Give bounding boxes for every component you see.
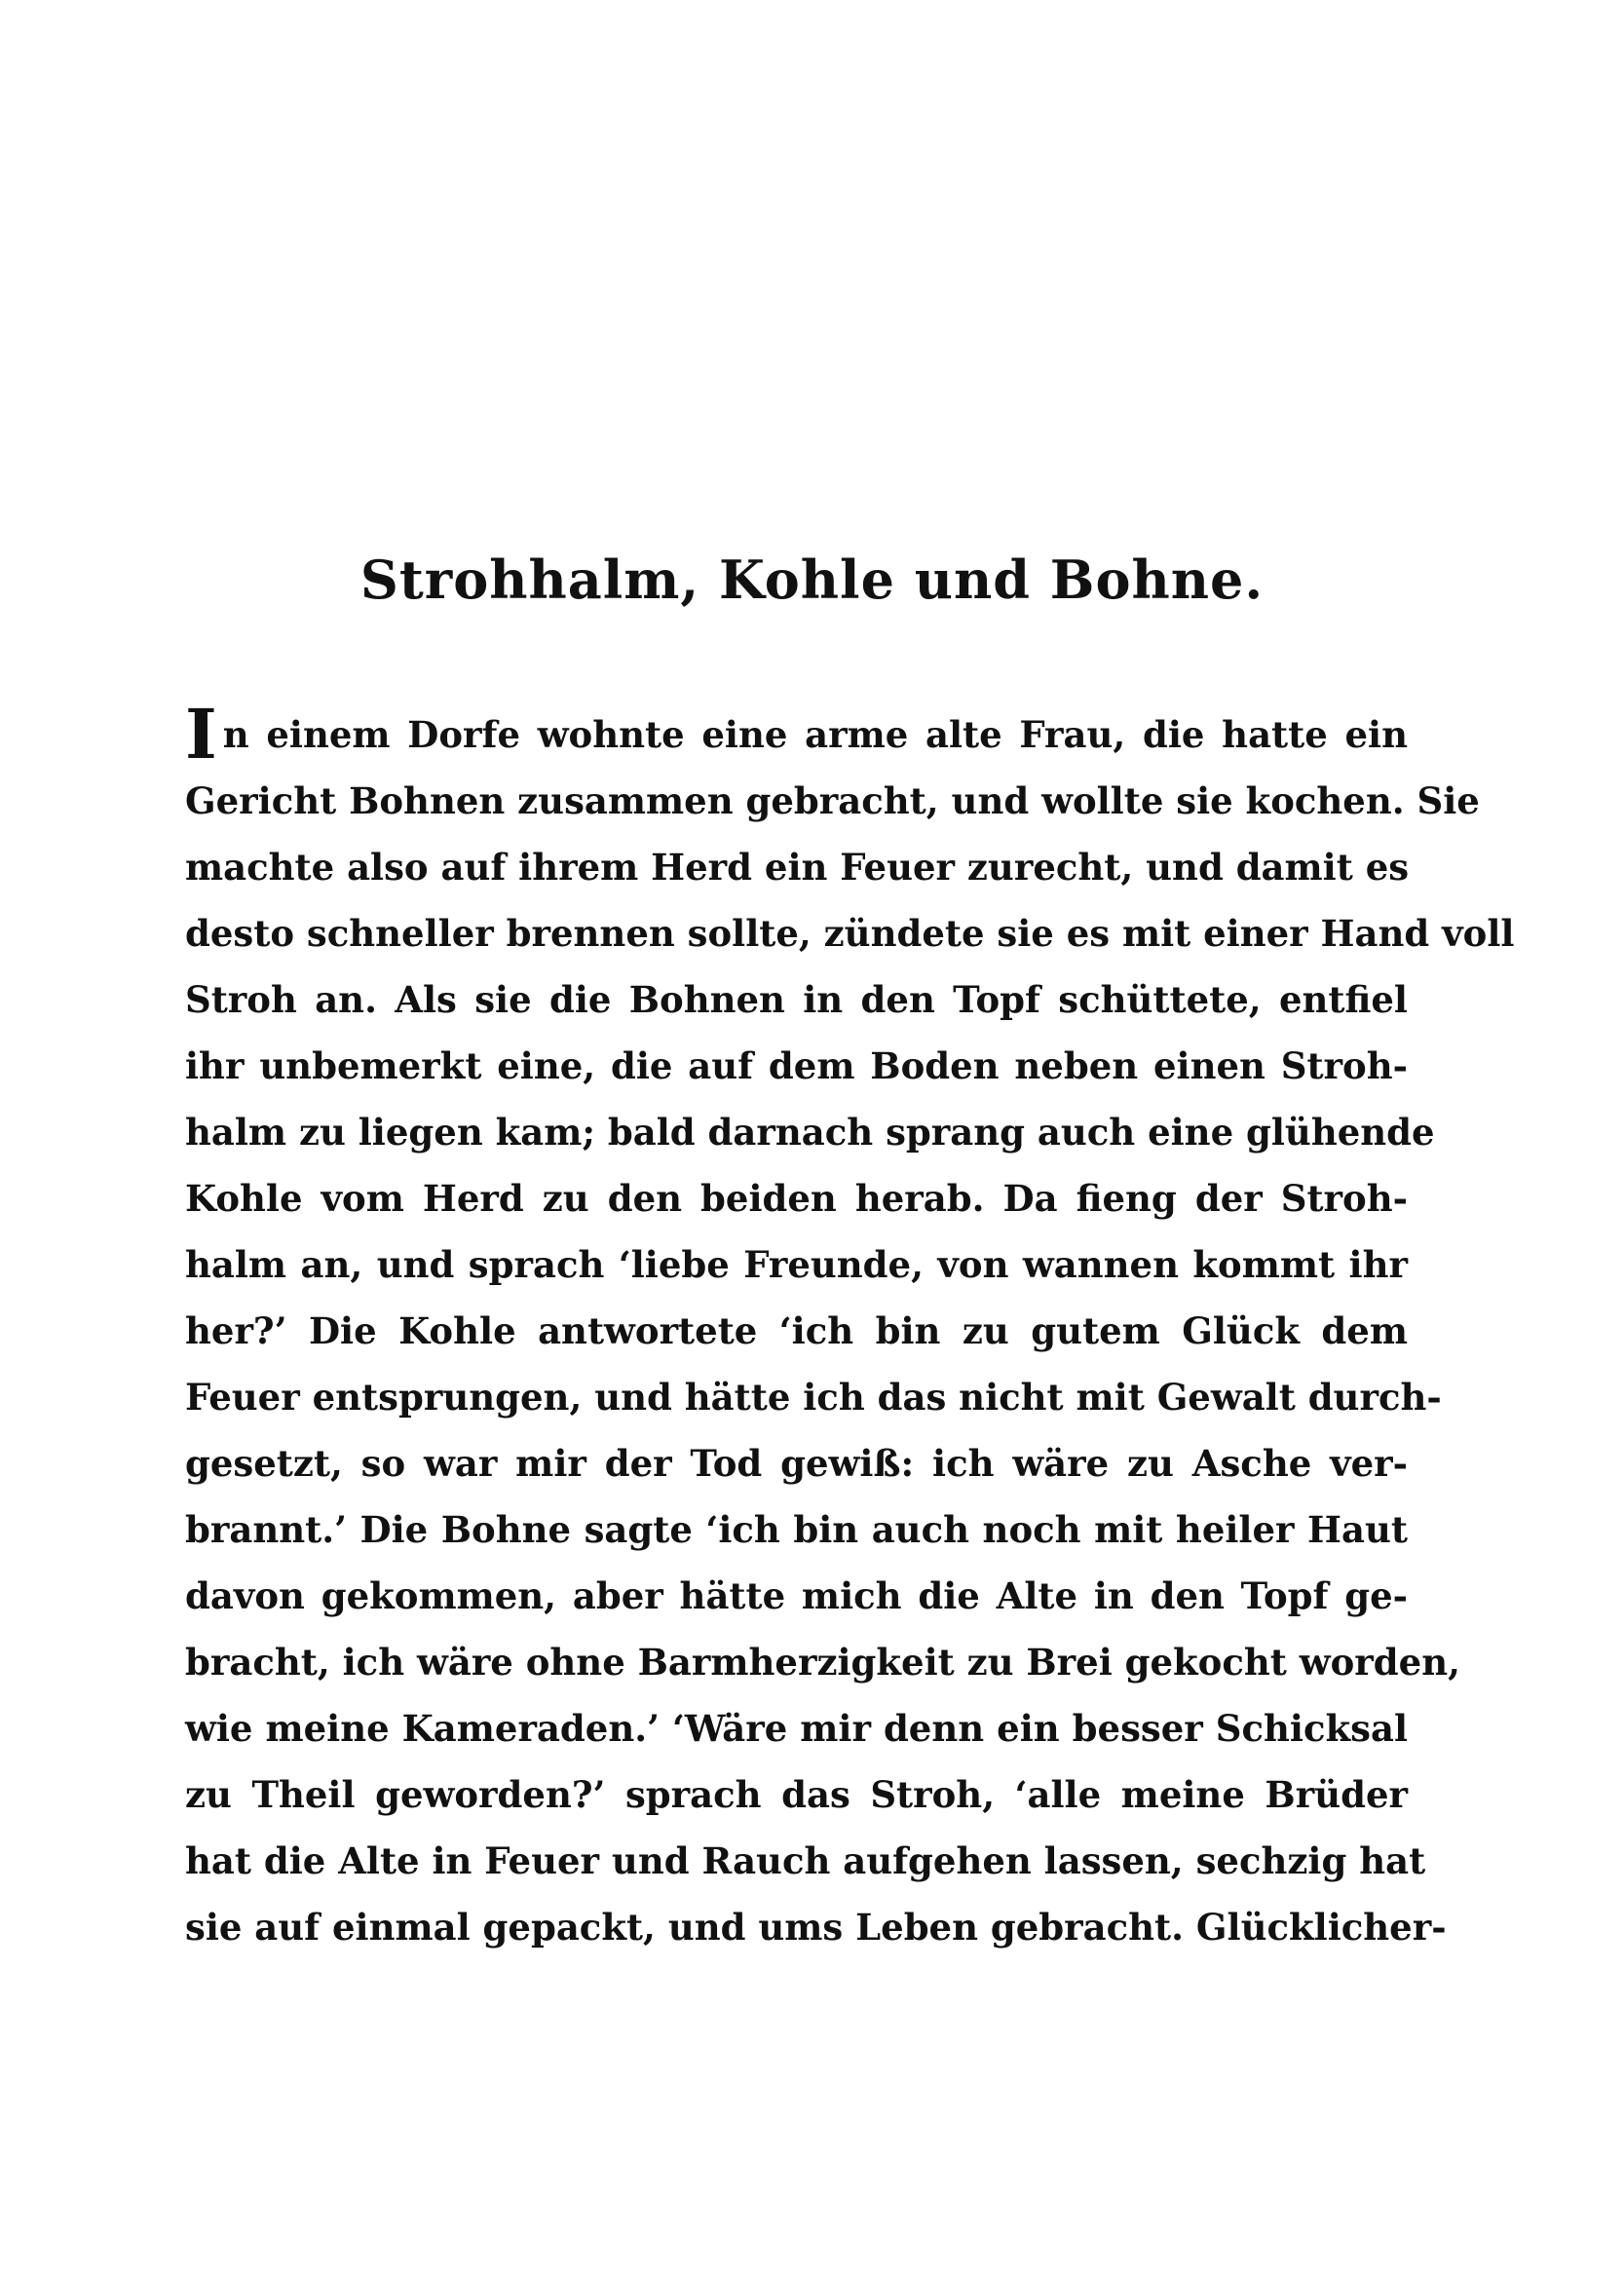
text-line: desto schneller brennen sollte, zündete sie es mit einer Hand voll: [185, 912, 1515, 955]
text-line: ihr unbemerkt eine, die auf dem Boden neben einen Stroh-: [185, 1044, 1408, 1087]
text-line-first: [185, 694, 1408, 775]
text-line: Gericht Bohnen zusammen gebracht, und wollte sie kochen. Sie: [185, 779, 1480, 822]
first-line-text: n einem Dorfe wohnte eine arme alte Frau, die hatte ein: [222, 713, 1408, 756]
text-line: davon gekommen, aber hätte mich die Alte in den Topf ge-: [185, 1574, 1408, 1617]
text-line: Kohle vom Herd zu den beiden herab. Da fieng der Stroh-: [185, 1177, 1408, 1220]
text-line: wie meine Kameraden.’ ‘Wäre mir denn ein besser Schicksal: [185, 1707, 1408, 1750]
text-line: halm zu liegen kam; bald darnach sprang auch eine glühende: [185, 1111, 1435, 1154]
text-line: halm an, und sprach ‘liebe Freunde, von wannen kommt ihr: [185, 1243, 1408, 1286]
text-line: zu Theil geworden?’ sprach das Stroh, ‘alle meine Brüder: [185, 1773, 1408, 1816]
body-text: [185, 694, 1515, 1960]
text-line: sie auf einmal gepackt, und ums Leben gebracht. Glücklicher-: [185, 1906, 1447, 1949]
text-line: Feuer entsprungen, und hätte ich das nicht mit Gewalt durch-: [185, 1376, 1442, 1419]
text-line: her?’ Die Kohle antwortete ‘ich bin zu gutem Glück dem: [185, 1309, 1408, 1352]
text-line: brannt.’ Die Bohne sagte ‘ich bin auch noch mit heiler Haut: [185, 1508, 1408, 1551]
drop-cap: I: [185, 694, 217, 775]
text-line: gesetzt, so war mir der Tod gewiß: ich wäre zu Asche ver-: [185, 1442, 1408, 1485]
text-line: Stroh an. Als sie die Bohnen in den Topf schüttete, entfiel: [185, 978, 1408, 1021]
text-line: bracht, ich wäre ohne Barmherzigkeit zu Brei gekocht worden,: [185, 1641, 1460, 1684]
text-line: hat die Alte in Feuer und Rauch aufgehen lassen, sechzig hat: [185, 1839, 1426, 1882]
page-title: Strohhalm, Kohle und Bohne.: [359, 549, 1265, 611]
text-line: machte also auf ihrem Herd ein Feuer zurecht, und damit es: [185, 846, 1410, 889]
